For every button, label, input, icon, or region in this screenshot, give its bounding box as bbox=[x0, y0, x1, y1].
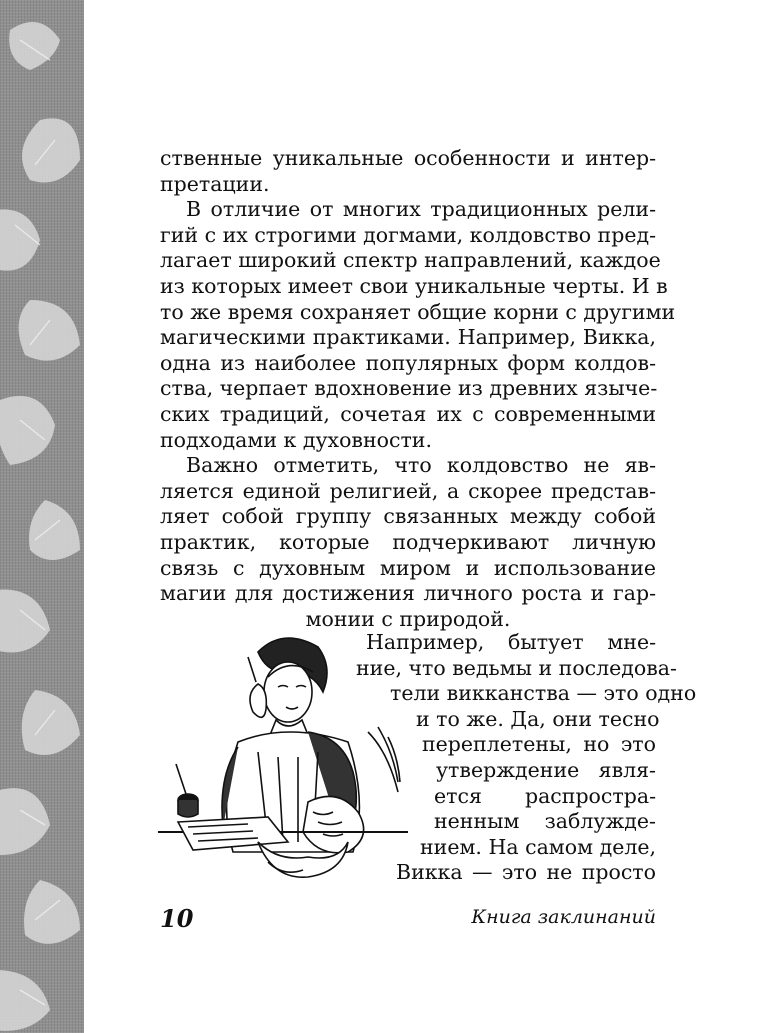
text-line: одна из наиболее популярных форм колдов- bbox=[160, 350, 656, 375]
text-line: монии с природой. bbox=[305, 606, 511, 631]
text-line: тели викканства — это одно bbox=[390, 681, 697, 706]
page-number: 10 bbox=[160, 904, 194, 933]
text-line: магии для достижения личного роста и гар- bbox=[160, 581, 656, 606]
text-line: В отличие от многих традиционных рели- bbox=[186, 197, 656, 222]
text-line: ляет собой группу связанных между собой bbox=[160, 504, 656, 529]
text-line: ляется единой религией, а скорее представ- bbox=[160, 478, 656, 503]
text-line: претации. bbox=[160, 171, 270, 196]
text-line: Например, бытует мне- bbox=[366, 630, 656, 654]
text-line: ненным заблужде- bbox=[434, 809, 656, 834]
text-line: ственные уникальные особенности и интер- bbox=[160, 146, 656, 170]
text-line: лагает широкий спектр направлений, каждое bbox=[160, 248, 661, 273]
text-line: практик, которые подчеркивают личную bbox=[160, 529, 656, 554]
text-wrap-around-illustration bbox=[160, 630, 697, 886]
text-line: ских традиций, сочетая их с современными bbox=[160, 401, 656, 426]
text-line: ства, черпает вдохновение из древних языче- bbox=[160, 376, 658, 401]
running-title: Книга заклинаний bbox=[471, 906, 656, 928]
text-line: Важно отметить, что колдовство не яв- bbox=[186, 453, 656, 478]
text-line: и то же. Да, они тесно bbox=[416, 706, 660, 731]
text-line: переплетены, но это bbox=[422, 732, 656, 757]
main-text bbox=[160, 146, 676, 632]
oak-leaf-pattern-icon bbox=[0, 0, 84, 1033]
text-line: магическими практиками. Например, Викка, bbox=[160, 325, 656, 350]
decorative-leaf-border bbox=[0, 0, 84, 1033]
text-line: из которых имеет свои уникальные черты. И в bbox=[160, 273, 668, 298]
text-line: гий с их строгими догмами, колдовство пред- bbox=[160, 222, 657, 247]
text-line: подходами к духовности. bbox=[160, 427, 432, 452]
text-line: связь с духовным миром и использование bbox=[160, 555, 656, 580]
text-line: ние, что ведьмы и последова- bbox=[356, 655, 677, 680]
text-line: то же время сохраняет общие корни с другими bbox=[160, 299, 676, 324]
text-line: нием. На самом деле, bbox=[420, 834, 656, 859]
text-line: утверждение явля- bbox=[436, 757, 656, 782]
text-line: Викка — это не просто bbox=[396, 860, 656, 885]
text-line: ется распростра- bbox=[434, 783, 656, 808]
